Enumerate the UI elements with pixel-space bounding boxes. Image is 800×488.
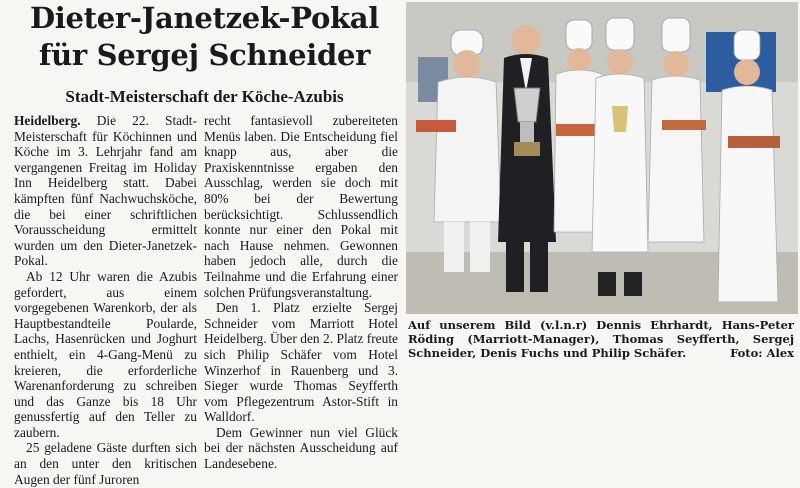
article-paragraph: Den 1. Platz erzielte Sergej Schneider vom Marriott Hotel Heidelberg. Über den 2. Platz freute sich Philip Schäfer vom Hotel Winzerhof in Rauenberg und 3. Sieger wurde Thomas Seyfferth vom Pflegezentrum Astor-Stift in Walldorf. (204, 300, 398, 425)
article-paragraph: recht fantasievoll zubereiteten Menüs laben. Die Entscheidung fiel knapp aus, aber die Praxiskenntnisse ergaben den Ausschlag, werden sie doch mit 80% bei der Bewertung berücksichtigt. Schlussendlich konnte nur einer den Pokal mit nach Hause nehmen. Gewonnen haben jedoch alle, durch die Teilnahme und die Erfahrung einer solchen Prüfungsveranstaltung. (204, 113, 398, 300)
headline-line-1: Dieter-Janetzek-Pokal (29, 1, 380, 35)
photo-illustration (406, 2, 798, 314)
photo-credit: Foto: Alex (730, 346, 794, 360)
photo-caption (408, 318, 794, 360)
headline (12, 0, 397, 74)
paragraph-text: Die 22. Stadt-Meisterschaft für Köchinnen und Köche im 3. Lehrjahr fand am vergangenen Freitag im Holiday Inn Heidelberg statt. Dabei kämpften fünf Nachwuchsköche, die bei einer schriftlichen Vorausscheidung ermittelt wurden um den Dieter-Janetzek-Pokal. (14, 113, 197, 269)
subheadline: Stadt-Meisterschaft der Köche-Azubis (65, 87, 344, 106)
caption-text: Auf unserem Bild (v.l.n.r) Dennis Ehrhardt, Hans-Peter Röding (Marriott-Manager), Thomas Seyfferth, Sergej Schneider, Denis Fuchs und Philip Schäfer. (408, 318, 794, 360)
article-paragraph: Dem Gewinner nun viel Glück bei der nächsten Ausscheidung auf Landesebene. (204, 424, 398, 472)
article-paragraph: Ab 12 Uhr waren die Azubis gefordert, aus einem vorgegebenen Warenkorb, der als Hauptbestandteile Poularde, Lachs, Hasenrücken und Joghurt enthielt, ein 4-Gang-Menü zu kreieren, die erforderliche Warenanforderung zu schreiben und das Ganze bis 18 Uhr genussfertig auf den Teller zu zaubern. (14, 268, 197, 440)
group-photo (406, 2, 798, 314)
article-paragraph (14, 113, 197, 269)
headline-line-2: für Sergej Schneider (38, 38, 371, 72)
dateline: Heidelberg. (14, 113, 81, 128)
article-paragraph: 25 geladene Gäste durften sich an den unter den kritischen Augen der fünf Juroren (14, 440, 197, 487)
article-column-1 (14, 113, 197, 487)
article-column-2 (204, 113, 398, 472)
